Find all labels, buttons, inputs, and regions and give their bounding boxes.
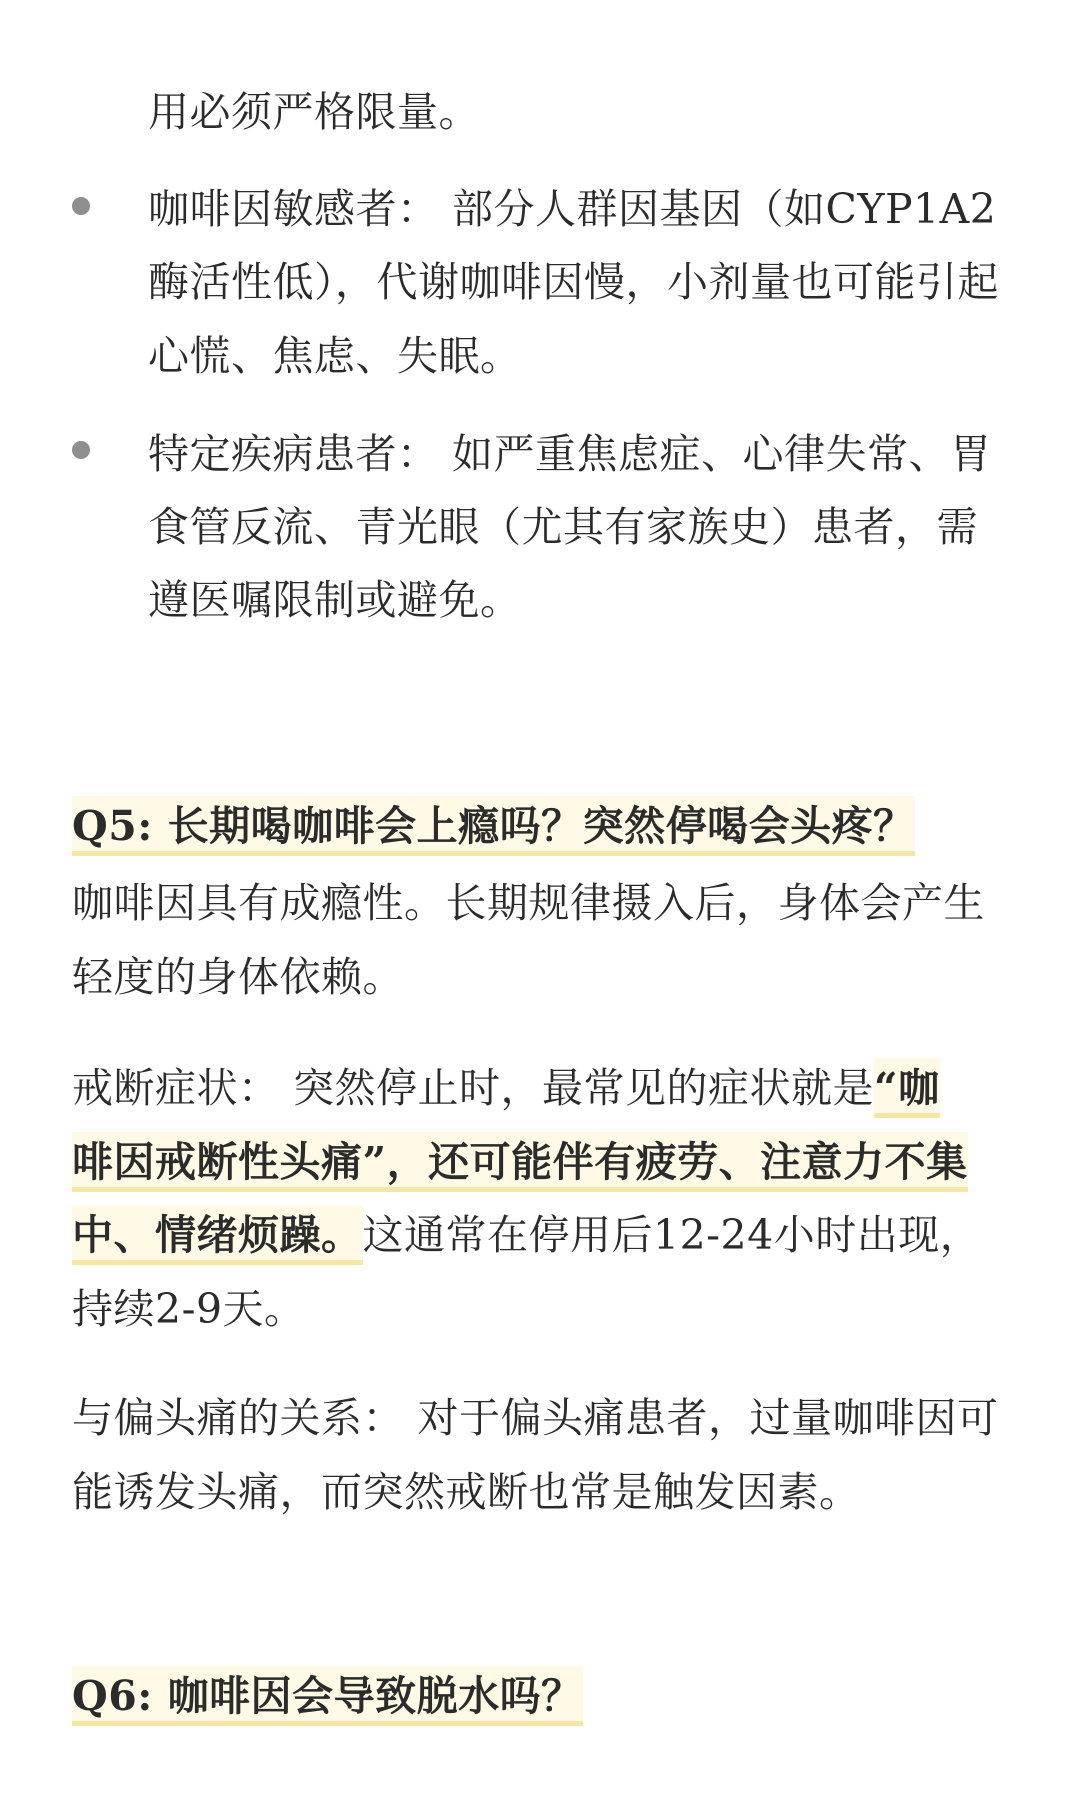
paragraph-line [72, 1064, 940, 1112]
paragraph-line: 咖啡因具有成瘾性。长期规律摄入后，身体会产生 [72, 879, 985, 927]
paragraph-line [72, 1211, 982, 1259]
highlighted-text: “咖 [874, 1058, 940, 1118]
paragraph-line [72, 1138, 968, 1186]
list-item-line: 咖啡因敏感者： 部分人群因基因（如CYP1A2 [148, 185, 997, 233]
bullet-dot-icon [72, 197, 90, 215]
list-item-line: 遵医嘱限制或避免。 [148, 576, 522, 624]
highlighted-text: 啡因戒断性头痛”，还可能伴有疲劳、注意力不集 [72, 1132, 968, 1192]
list-item-line: 食管反流、青光眼（尤其有家族史）患者，需 [148, 503, 978, 551]
list-item-line: 酶活性低），代谢咖啡因慢，小剂量也可能引起 [148, 258, 999, 306]
section-heading-q6 [72, 1672, 583, 1720]
heading-highlight: Q5: 长期喝咖啡会上瘾吗？突然停喝会头疼？ [72, 796, 915, 856]
paragraph-line: 与偏头痛的关系： 对于偏头痛患者，过量咖啡因可 [72, 1394, 999, 1442]
list-item-line: 特定疾病患者： 如严重焦虑症、心律失常、胃 [148, 430, 992, 478]
bullet-dot-icon [72, 441, 90, 459]
heading-highlight: Q6: 咖啡因会导致脱水吗？ [72, 1666, 583, 1726]
paragraph-line: 持续2-9天。 [72, 1285, 306, 1333]
paragraph-text: 这通常在停用后12-24小时出现， [362, 1211, 982, 1259]
list-item-continuation: 用必须严格限量。 [148, 88, 480, 136]
highlighted-text: 中、情绪烦躁。 [72, 1205, 363, 1265]
section-heading-q5 [72, 802, 915, 850]
withdrawal-label: 戒断症状： 突然停止时，最常见的症状就是 [72, 1064, 875, 1112]
paragraph-line: 能诱发头痛，而突然戒断也常是触发因素。 [72, 1468, 861, 1516]
list-item-line: 心慌、焦虑、失眠。 [148, 332, 522, 380]
paragraph-line: 轻度的身体依赖。 [72, 953, 404, 1001]
